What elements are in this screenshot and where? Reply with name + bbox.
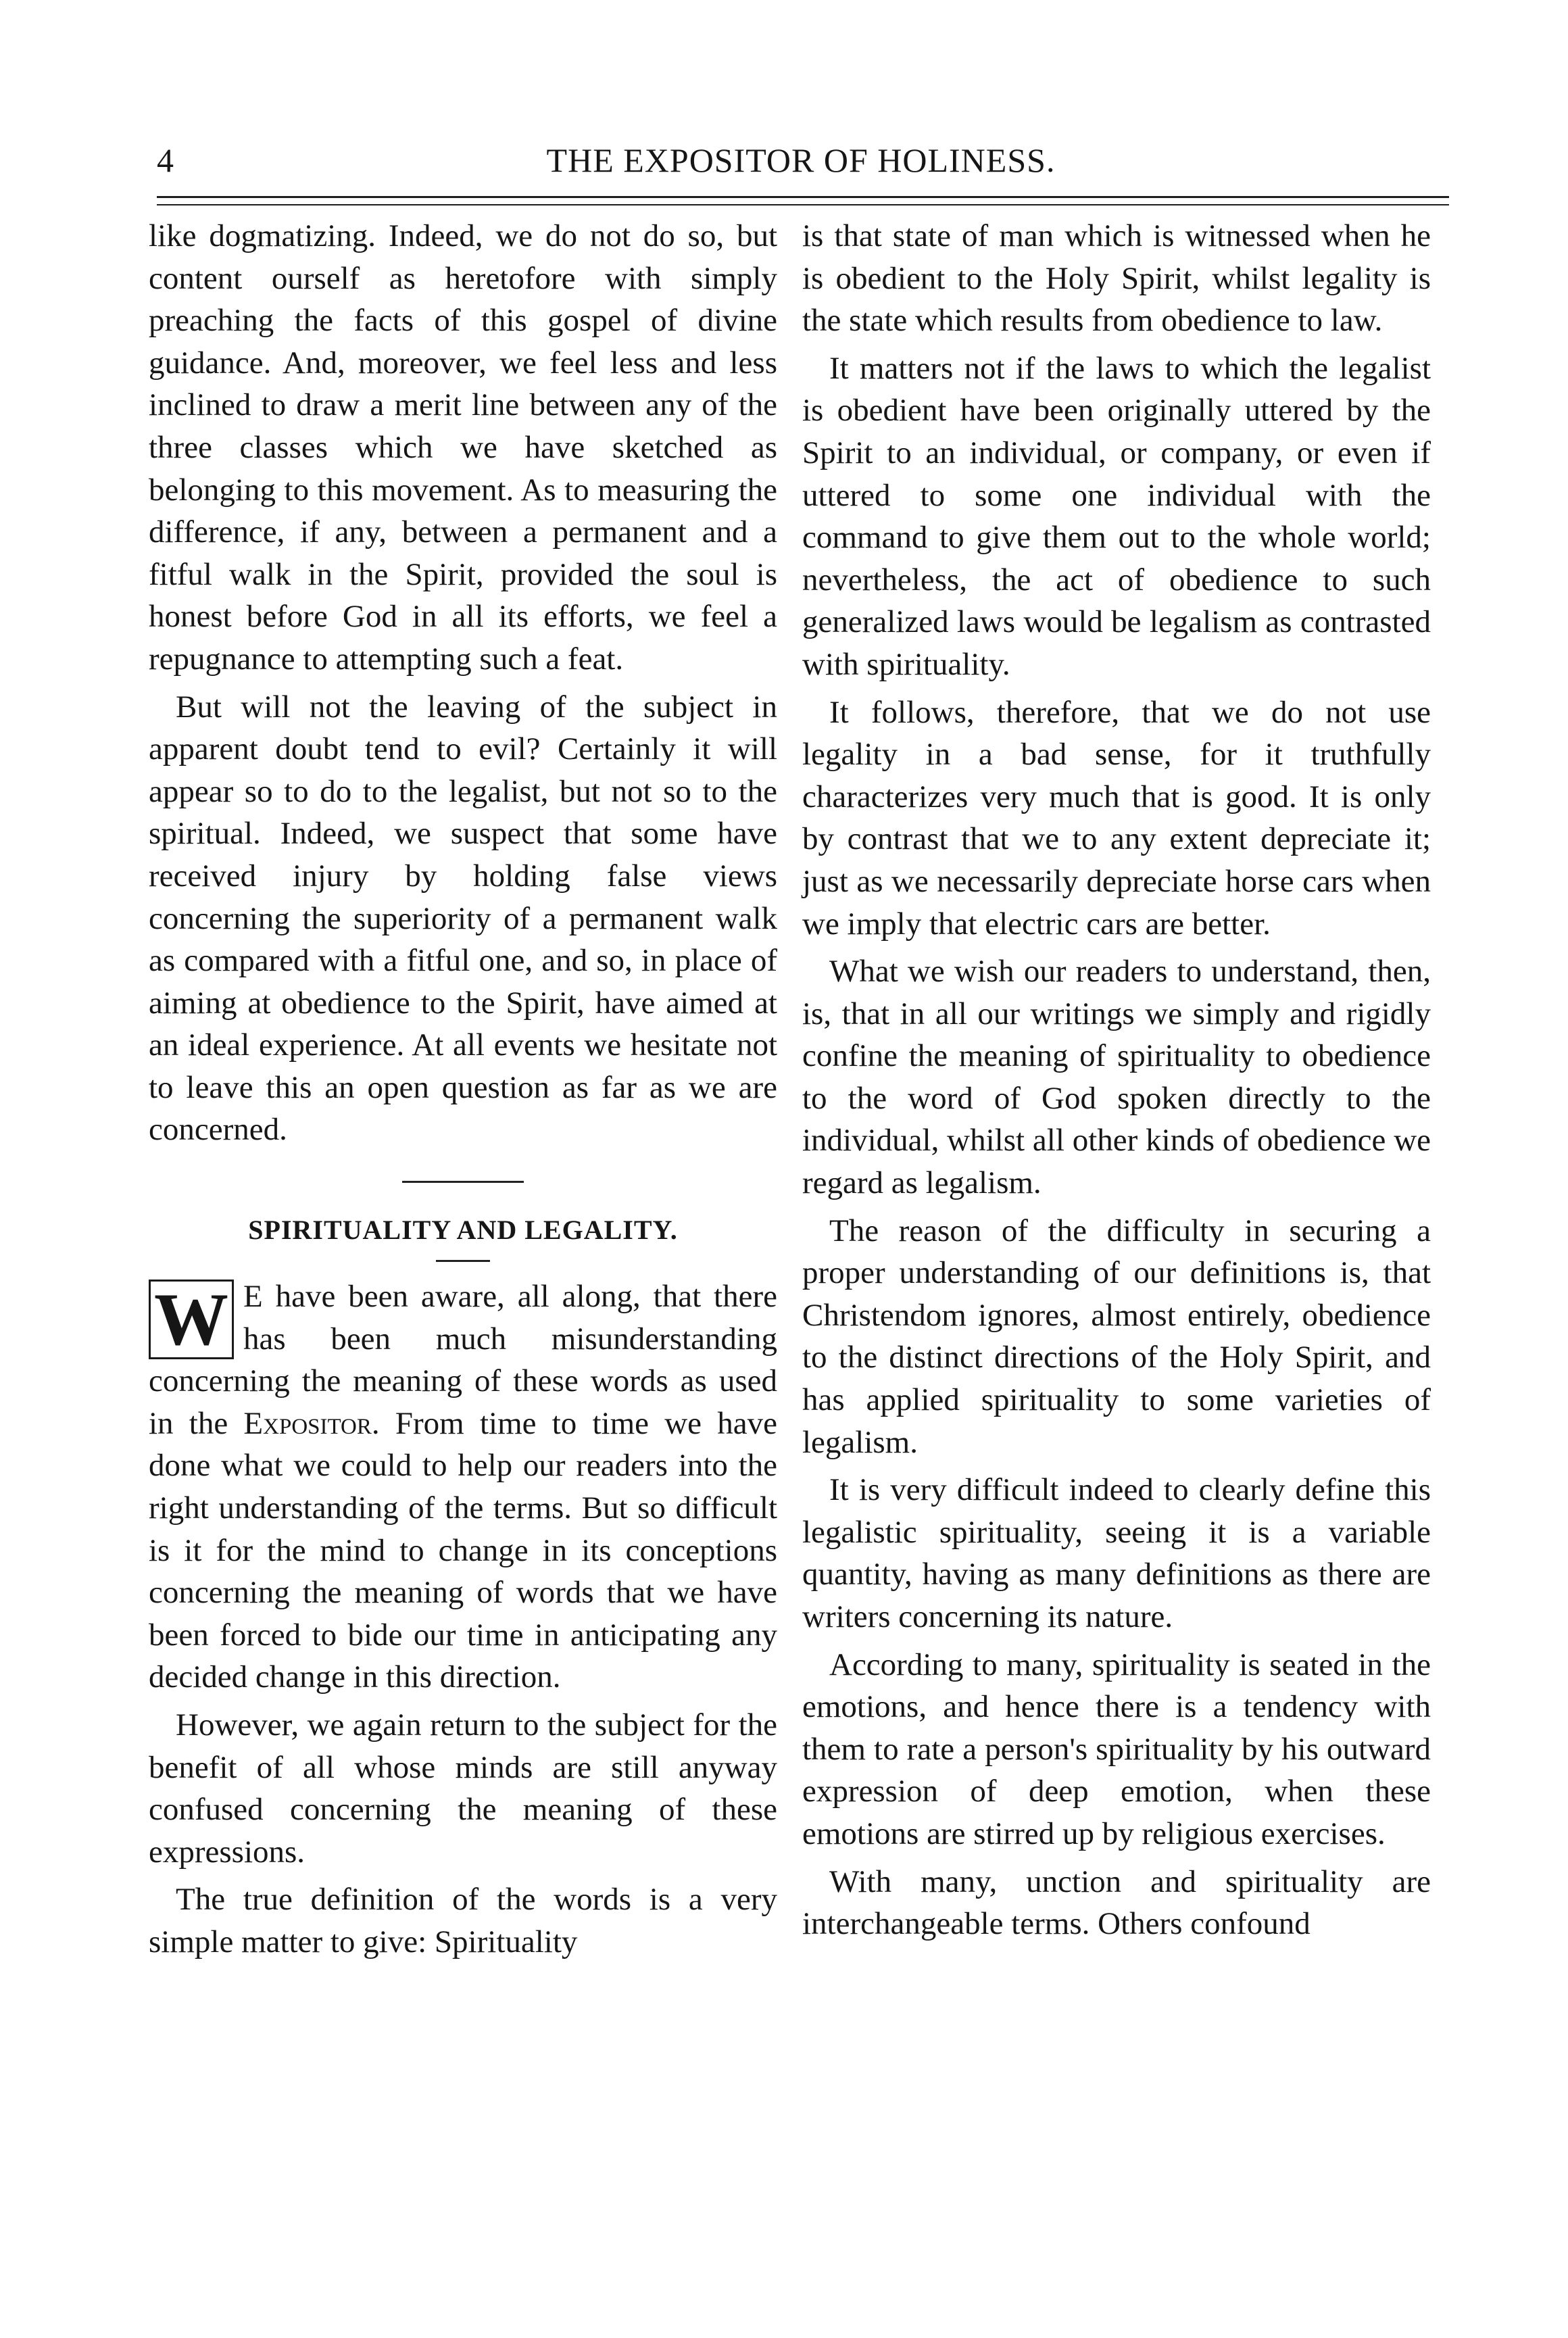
section-divider bbox=[402, 1181, 524, 1183]
running-title: THE EXPOSITOR OF HOLINESS. bbox=[546, 141, 1056, 179]
heading-underline bbox=[436, 1260, 490, 1262]
paragraph: According to many, spirituality is seated in the emotions, and hence there is a tendency with them to rate a person's spirituality by his outward expression of deep emotion, when these emotions are stirred up by religious exercises. bbox=[802, 1647, 1431, 1851]
dropcap-letter: W bbox=[149, 1280, 234, 1359]
paragraph-with-dropcap bbox=[149, 1275, 777, 1699]
page-number: 4 bbox=[157, 141, 174, 179]
paragraph: The true definition of the words is a very simple matter to give: Spirituality bbox=[149, 1882, 777, 1959]
paragraph: It is very difficult indeed to clearly define this legalistic spirituality, seeing it is a variable quantity, having as many definitions as there are writers concerning its nature. bbox=[802, 1472, 1431, 1634]
paragraph: The reason of the difficulty in securing a proper understanding of our definitions is, that Christendom ignores, almost entirely, obedience to the distinct directions of the Holy Spirit, and has applied spirituality to some varieties of legalism. bbox=[802, 1213, 1431, 1460]
journal-name: Expositor bbox=[243, 1405, 372, 1441]
paragraph: But will not the leaving of the subject in apparent doubt tend to evil? Certainly it will appear so to do to the legalist, but not so to the spiritual. Indeed, we suspect that some have received injury by holding false views concerning the superiority of a permanent walk as compared with a fitful one, and so, in place of aiming at obedience to the Spirit, have aimed at an ideal experience. At all events we hesitate not to leave this an open question as far as we are concerned. bbox=[149, 689, 777, 1148]
paragraph: It matters not if the laws to which the legalist is obedient have been originally uttered by the Spirit to an individual, or company, or even if uttered to some one individual with the command to give them out to the whole world; nevertheless, the act of obedience to such generalized laws would be legalism as contrasted with spirituality. bbox=[802, 350, 1431, 682]
header-rule-top bbox=[157, 196, 1449, 198]
right-column bbox=[802, 215, 1431, 1945]
paragraph: like dogmatizing. Indeed, we do not do so, but content ourself as heretofore with simply preaching the facts of this gospel of divine guidance. And, moreover, we feel less and less inclined to draw a merit line between any of the three classes which we have sketched as belonging to this movement. As to measuring the difference, if any, between a permanent and a fitful walk in the Spirit, provided the soul is honest before God in all its efforts, we feel a repugnance to attempting such a feat. bbox=[149, 218, 777, 677]
paragraph: With many, unction and spirituality are interchangeable terms. Others confound bbox=[802, 1864, 1431, 1942]
page-header bbox=[149, 139, 1453, 186]
paragraph-text: E have been aware, all along, that there has been much misunderstanding concerning the meaning of these words as used in the bbox=[149, 1279, 777, 1441]
section-heading: SPIRITUALITY AND LEGALITY. bbox=[248, 1215, 678, 1246]
paragraph: What we wish our readers to understand, then, is, that in all our writings we simply and rigidly confine the meaning of spirituality to obedience to the word of God spoken directly to the individual, whilst all other kinds of obedience we regard as legalism. bbox=[802, 954, 1431, 1201]
left-column bbox=[149, 215, 777, 1964]
paragraph: However, we again return to the subject for the benefit of all whose minds are still anyway confused concerning the meaning of these expressions. bbox=[149, 1707, 777, 1870]
paragraph-text: . From time to time we have done what we could to help our readers into the right understanding of the terms. But so difficult is it for the mind to change in its conceptions concerning the meaning of words that we have been forced to bide our time in anticipating any decided change in this direction. bbox=[149, 1405, 777, 1695]
paragraph: is that state of man which is witnessed when he is obedient to the Holy Spirit, whilst legality is the state which results from obedience to law. bbox=[802, 218, 1431, 339]
paragraph: It follows, therefore, that we do not use legality in a bad sense, for it truthfully characterizes very much that is good. It is only by contrast that we to any extent depreciate it; just as we necessarily depreciate horse cars when we imply that electric cars are better. bbox=[802, 694, 1431, 942]
header-rule-bottom bbox=[157, 204, 1449, 205]
